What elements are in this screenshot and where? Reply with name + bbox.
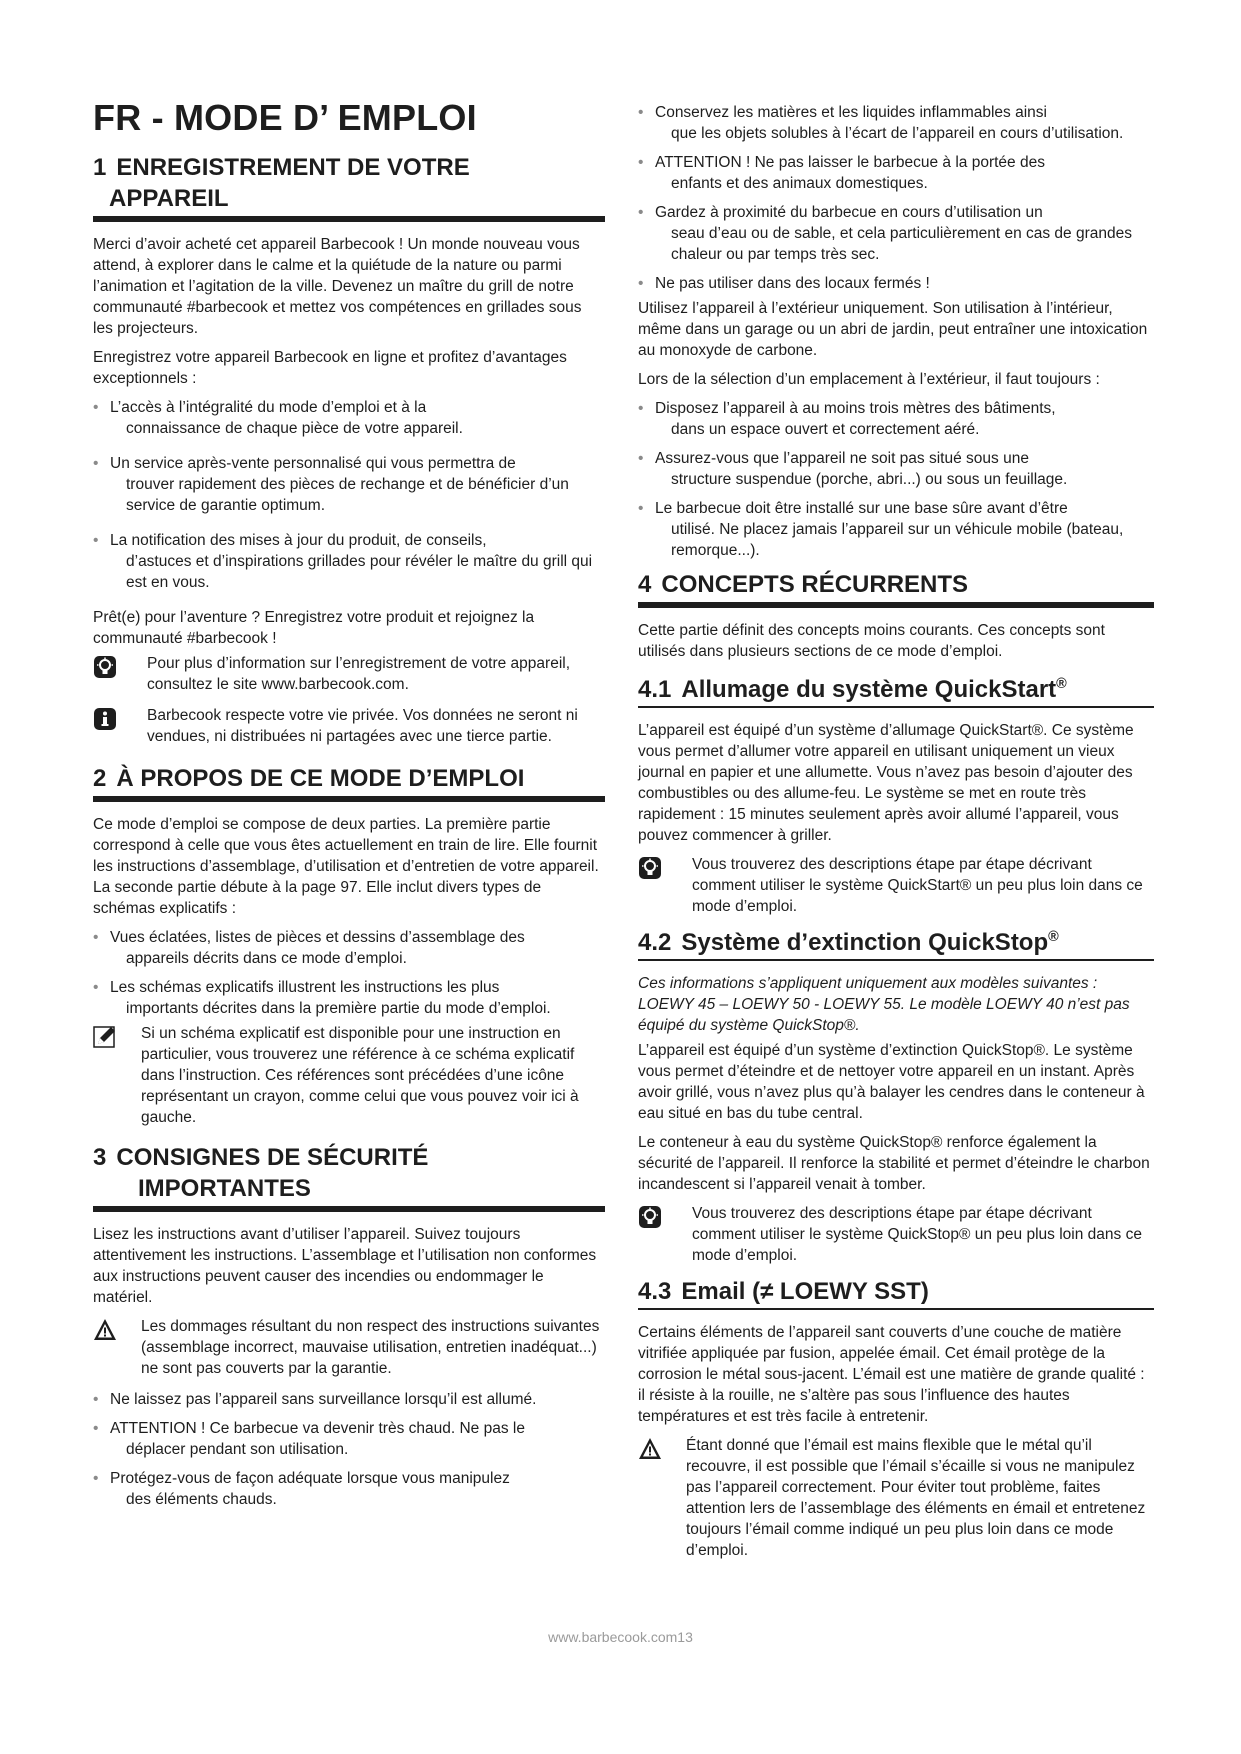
- paragraph: Cette partie définit des concepts moins courants. Ces concepts sont utilisés dans plusieurs sections de ce mode d’emploi.: [638, 622, 1105, 660]
- bullet-list: [93, 1389, 605, 1510]
- paragraph: Lisez les instructions avant d’utiliser l’appareil. Suivez toujours attentivement les instructions. L’assemblage et l’utilisation non conformes aux instructions peuvent causer des incendies ou endommager le matériel.: [93, 1226, 597, 1306]
- section-title-line-1: CONSIGNES DE SÉCURITÉ: [116, 1144, 429, 1171]
- section-title-line-1: ENREGISTREMENT DE VOTRE: [116, 154, 470, 181]
- list-item-text-cont: importants décrites dans la première partie du mode d’emploi.: [126, 1000, 551, 1017]
- bullet-list: [638, 398, 1154, 561]
- section-4-heading: [638, 569, 1154, 608]
- list-item-text-cont: dans un espace ouvert et correctement aéré.: [671, 421, 980, 438]
- left-column: [93, 96, 605, 1518]
- list-item: [93, 1418, 605, 1460]
- list-item-text-cont: que les objets solubles à l’écart de l’appareil en cours d’utilisation.: [671, 125, 1124, 142]
- list-item-text-cont: déplacer pendant son utilisation.: [126, 1441, 349, 1458]
- paragraph: Lors de la sélection d’un emplacement à l’extérieur, il faut toujours :: [638, 371, 1100, 388]
- tip-text: Pour plus d’information sur l’enregistrement de votre appareil, consultez le site www.barbecook.com.: [147, 655, 571, 693]
- list-item: [93, 453, 605, 516]
- section-number: 3: [93, 1144, 107, 1171]
- tip-text: Vous trouverez des descriptions étape par étape décrivant comment utiliser le système QuickStart® un peu plus loin dans ce mode d’emploi.: [692, 856, 1143, 915]
- section-4-1-heading: [638, 674, 1154, 708]
- section-1-heading: [93, 152, 605, 222]
- registered-mark: ®: [1048, 929, 1059, 945]
- list-item-text: Gardez à proximité du barbecue en cours d’utilisation un: [655, 204, 1043, 221]
- list-item-text: Un service après-vente personnalisé qui vous permettra de: [110, 455, 516, 472]
- list-item: [638, 498, 1154, 561]
- paragraph: Enregistrez votre appareil Barbecook en ligne et profitez d’avantages exceptionnels :: [93, 349, 567, 387]
- list-item-text: Disposez l’appareil à au moins trois mètres des bâtiments,: [655, 400, 1056, 417]
- list-item-text-cont: enfants et des animaux domestiques.: [671, 175, 928, 192]
- bullet-list: [93, 397, 605, 593]
- bullet-list: [93, 927, 605, 1019]
- info-note: [93, 705, 605, 747]
- registered-mark: ®: [1056, 676, 1067, 692]
- section-title-line-2: IMPORTANTES: [138, 1175, 311, 1202]
- section-title-line-2: APPAREIL: [109, 185, 229, 212]
- list-item: [638, 102, 1154, 144]
- list-item: [638, 448, 1154, 490]
- pencil-note: [93, 1023, 605, 1128]
- list-item: [93, 977, 605, 1019]
- section-title: CONCEPTS RÉCURRENTS: [661, 571, 969, 598]
- warning-icon: [93, 1318, 117, 1342]
- section-4-3-heading: [638, 1276, 1154, 1310]
- list-item-text: Le barbecue doit être installé sur une base sûre avant d’être: [655, 500, 1068, 517]
- page-title: FR - MODE D’ EMPLOI: [93, 97, 477, 138]
- list-item: [638, 202, 1154, 265]
- list-item: [93, 927, 605, 969]
- section-2-heading: [93, 763, 605, 802]
- warning-text: Les dommages résultant du non respect des instructions suivantes (assemblage incorrect, mauvaise utilisation, entretien inadéquat...) ne sont pas couverts par la garantie.: [141, 1318, 600, 1377]
- list-item: [638, 152, 1154, 194]
- tip-note: [638, 854, 1154, 917]
- section-3-heading: [93, 1142, 605, 1212]
- list-item: [93, 530, 605, 593]
- lightbulb-icon: [638, 856, 662, 880]
- italic-note: Ces informations s’appliquent uniquement aux modèles suivantes : LOEWY 45 – LOEWY 50 - LOEWY 55. Le modèle LOEWY 40 n’est pas équipé du système QuickStop®.: [638, 975, 1130, 1034]
- list-item-text: Protégez-vous de façon adéquate lorsque vous manipulez: [110, 1470, 510, 1487]
- list-item: [93, 1389, 605, 1410]
- section-title: À PROPOS DE CE MODE D’EMPLOI: [116, 765, 525, 792]
- list-item-text-cont: des éléments chauds.: [126, 1491, 277, 1508]
- paragraph: L’appareil est équipé d’un système d’allumage QuickStart®. Ce système vous permet d’allumer votre appareil en utilisant uniquement un vieux journal en papier et une allumette. Vous n’avez pas besoin d’ajouter des combustibles ou des allume-feu. Le système se met en route très rapidement : 15 minutes seulement après avoir allumé l’appareil, vous pouvez commencer à griller.: [638, 722, 1134, 844]
- pencil-icon: [93, 1025, 117, 1049]
- paragraph: Utilisez l’appareil à l’extérieur uniquement. Son utilisation à l’intérieur, même dans un garage ou un abri de jardin, peut entraîner une intoxication au monoxyde de carbone.: [638, 300, 1148, 359]
- warning-icon: [638, 1437, 662, 1461]
- bullet-list: [638, 102, 1154, 294]
- tip-text: Vous trouverez des descriptions étape par étape décrivant comment utiliser le système QuickStop® un peu plus loin dans ce mode d’emploi.: [692, 1205, 1142, 1264]
- section-number: 4.3: [638, 1278, 672, 1305]
- paragraph: Certains éléments de l’appareil sant couverts d’une couche de matière vitrifiée appliquée par fusion, appelée émail. Cet émail protège de la corrosion le métal sous-jacent. L’émail est une matière de grande qualité : il résiste à la rouille, ne s’altère pas sous l’influence des hautes températures et est très facile à entretenir.: [638, 1324, 1145, 1425]
- page-footer: www.barbecook.com13: [548, 1629, 693, 1645]
- section-number: 4.2: [638, 929, 672, 956]
- warning-text: Étant donné que l’émail est mains flexible que le métal qu’il recouvre, il est possible que l’émail s’écaille si vous ne manipulez pas l’appareil correctement. Pour éviter tout problème, faites attention lers de l’assemblage des éléments en émail et entretenez toujours l’émail comme indiqué un peu plus loin dans ce mode d’emploi.: [686, 1437, 1146, 1559]
- section-number: 4: [638, 571, 652, 598]
- pencil-text: Si un schéma explicatif est disponible pour une instruction en particulier, vous trouverez une référence à ce schéma explicatif dans l’instruction. Ces références sont précédées d’une icône représentant un crayon, comme celui que vous pouvez voir ici à gauche.: [141, 1025, 579, 1126]
- section-title: Système d’extinction QuickStop: [681, 929, 1049, 956]
- section-4-2-heading: [638, 927, 1154, 961]
- list-item-text: La notification des mises à jour du produit, de conseils,: [110, 532, 487, 549]
- warning-note: [93, 1316, 605, 1379]
- lightbulb-icon: [93, 655, 117, 679]
- list-item-text: Vues éclatées, listes de pièces et dessins d’assemblage des: [110, 929, 525, 946]
- right-column: [638, 102, 1154, 1571]
- list-item-text: ATTENTION ! Ce barbecue va devenir très chaud. Ne pas le: [110, 1420, 525, 1437]
- paragraph: Merci d’avoir acheté cet appareil Barbecook ! Un monde nouveau vous attend, à explorer dans le calme et la quiétude de la nature ou parmi l’animation et l’agitation de la ville. Devenez un maître du grill de notre communauté #barbecook et mettez vos compétences en grillades sous les projecteurs.: [93, 236, 582, 337]
- list-item-text: ATTENTION ! Ne pas laisser le barbecue à la portée des: [655, 154, 1045, 171]
- section-title: Allumage du système QuickStart: [681, 676, 1057, 703]
- list-item: [638, 398, 1154, 440]
- section-title: Email (≠ LOEWY SST): [681, 1278, 929, 1305]
- list-item-text: Assurez-vous que l’appareil ne soit pas situé sous une: [655, 450, 1029, 467]
- list-item-text: Ne pas utiliser dans des locaux fermés !: [655, 275, 930, 292]
- section-number: 4.1: [638, 676, 672, 703]
- list-item-text-cont: d’astuces et d’inspirations grillades pour révéler le maître du grill qui est en vous.: [126, 553, 593, 591]
- tip-note: [93, 653, 605, 695]
- tip-note: [638, 1203, 1154, 1266]
- list-item-text-cont: utilisé. Ne placez jamais l’appareil sur un véhicule mobile (bateau, remorque...).: [671, 521, 1124, 559]
- section-number: 2: [93, 765, 107, 792]
- section-number: 1: [93, 154, 107, 181]
- list-item-text: Les schémas explicatifs illustrent les instructions les plus: [110, 979, 500, 996]
- list-item: [93, 1468, 605, 1510]
- info-icon: [93, 707, 117, 731]
- list-item-text: Conservez les matières et les liquides inflammables ainsi: [655, 104, 1047, 121]
- warning-note: [638, 1435, 1154, 1561]
- paragraph: L’appareil est équipé d’un système d’extinction QuickStop®. Le système vous permet d’éteindre et de nettoyer votre appareil en un instant. Après avoir grillé, vous n’avez plus qu’à balayer les cendres dans le conteneur à eau situé en bas du tube central.: [638, 1042, 1145, 1122]
- list-item-text-cont: trouver rapidement des pièces de rechange et de bénéficier d’un service de garantie optimum.: [126, 476, 569, 514]
- list-item-text-cont: seau d’eau ou de sable, et cela particulièrement en cas de grandes chaleur ou par temps très sec.: [671, 225, 1132, 263]
- paragraph: Prêt(e) pour l’aventure ? Enregistrez votre produit et rejoignez la communauté #barbecook !: [93, 609, 535, 647]
- list-item: [93, 397, 605, 439]
- lightbulb-icon: [638, 1205, 662, 1229]
- list-item-text: Ne laissez pas l’appareil sans surveillance lorsqu’il est allumé.: [110, 1391, 537, 1408]
- list-item-text-cont: connaissance de chaque pièce de votre appareil.: [126, 420, 463, 437]
- info-text: Barbecook respecte votre vie privée. Vos données ne seront ni vendues, ni distribuées ni partagées avec une tierce partie.: [147, 707, 578, 745]
- list-item: [638, 273, 1154, 294]
- paragraph: Le conteneur à eau du système QuickStop® renforce également la sécurité de l’appareil. Il renforce la stabilité et permet d’éteindre le charbon incandescent si l’appareil venait à tomber.: [638, 1134, 1150, 1193]
- list-item-text: L’accès à l’intégralité du mode d’emploi et à la: [110, 399, 427, 416]
- list-item-text-cont: appareils décrits dans ce mode d’emploi.: [126, 950, 407, 967]
- paragraph: Ce mode d’emploi se compose de deux parties. La première partie correspond à celle que vous êtes actuellement en train de lire. Elle fournit les instructions d’assemblage, d’utilisation et d’entretien de votre appareil. La seconde partie débute à la page 97. Elle inclut divers types de schémas explicatifs :: [93, 816, 599, 917]
- list-item-text-cont: structure suspendue (porche, abri...) ou sous un feuillage.: [671, 471, 1068, 488]
